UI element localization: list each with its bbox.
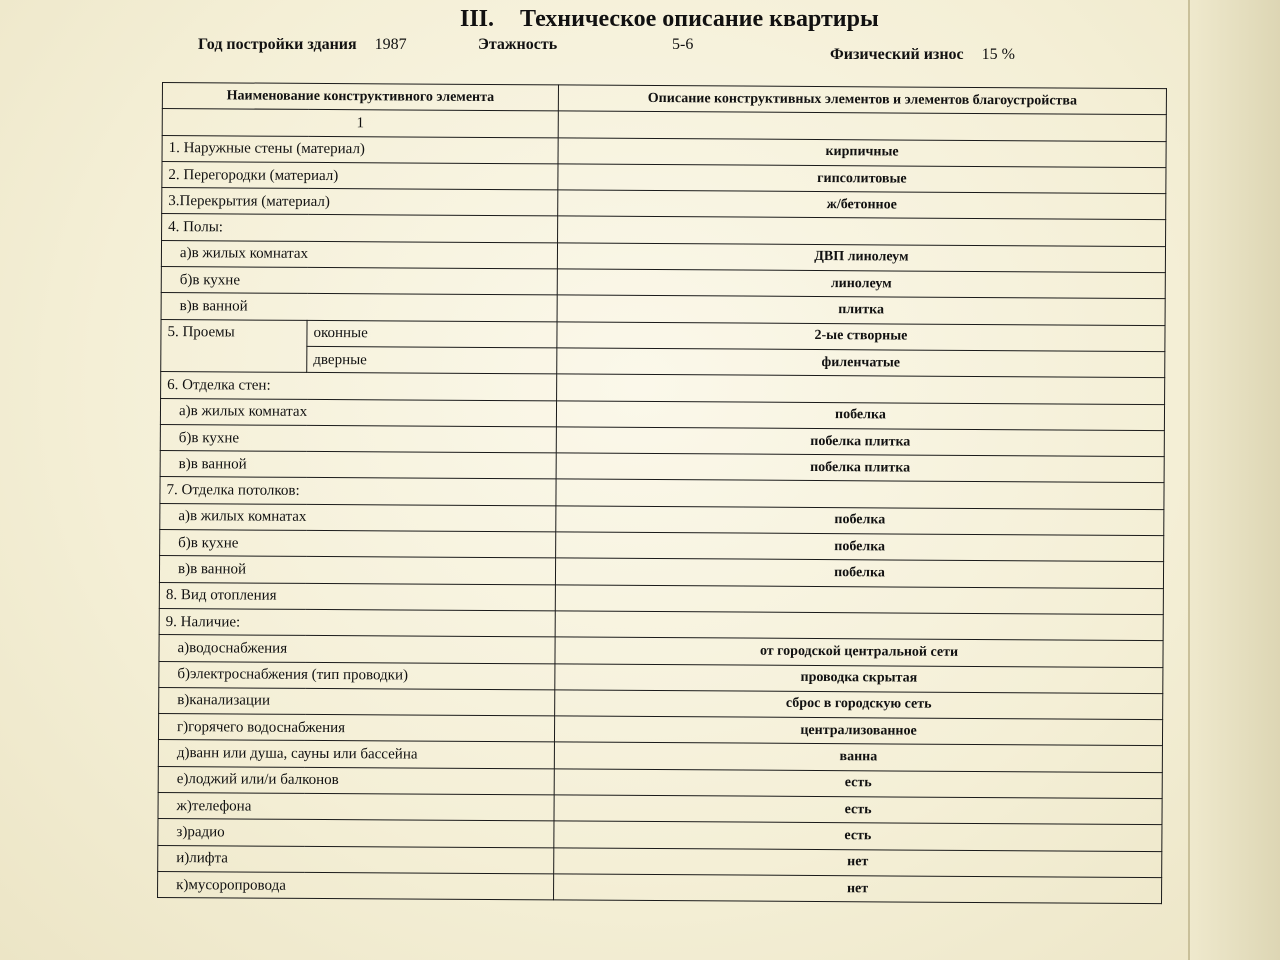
- section-title: Техническое описание квартиры: [520, 6, 879, 32]
- index-cell: 1: [162, 109, 558, 138]
- page-title: [460, 6, 879, 33]
- floors: [478, 36, 557, 54]
- element-description-cell: побелка: [556, 400, 1164, 430]
- element-name-cell: а)водоснабжения: [159, 635, 555, 664]
- element-name-cell: 3.Перекрытия (материал): [162, 188, 558, 217]
- element-description-cell: [557, 374, 1165, 404]
- element-description-cell: побелка плитка: [556, 453, 1164, 483]
- element-description-cell: кирпичные: [558, 138, 1166, 168]
- element-name-cell: 1. Наружные стены (материал): [162, 135, 558, 164]
- element-name-cell: б)в кухне: [161, 267, 557, 296]
- element-name-cell: е)лоджий или/и балконов: [158, 766, 554, 795]
- element-name-cell: а)в жилых комнатах: [160, 503, 556, 532]
- element-description-cell: есть: [554, 795, 1162, 825]
- element-description-cell: [556, 479, 1164, 509]
- element-description-cell: ж/бетонное: [558, 190, 1166, 220]
- column-header-element: Наименование конструктивного элемента: [162, 83, 558, 112]
- element-name-cell: 8. Вид отопления: [159, 582, 555, 611]
- element-description-cell: сброс в городскую сеть: [555, 690, 1163, 720]
- element-name-cell: 2. Перегородки (материал): [162, 161, 558, 190]
- physical-wear-value: 15 %: [981, 46, 1015, 63]
- technical-description-table: [157, 82, 1167, 904]
- element-name-cell: 9. Наличие:: [159, 608, 555, 637]
- element-description-cell: [558, 216, 1166, 246]
- element-description-cell: нет: [554, 848, 1162, 878]
- element-description-cell: проводка скрытая: [555, 663, 1163, 693]
- element-description-cell: от городской центральной сети: [555, 637, 1163, 667]
- element-description-cell: [555, 585, 1163, 615]
- element-description-cell: ДВП линолеум: [557, 243, 1165, 273]
- build-year-label: Год постройки здания: [198, 36, 357, 53]
- column-header-description: Описание конструктивных элементов и элементов благоустройства: [558, 85, 1166, 115]
- element-name-cell: 4. Полы:: [162, 214, 558, 243]
- element-name-cell: в)канализации: [159, 687, 555, 716]
- element-description-cell: централизованное: [554, 716, 1162, 746]
- element-name-cell: и)лифта: [158, 845, 554, 874]
- element-description-cell: побелка: [556, 506, 1164, 536]
- element-description-cell: есть: [554, 821, 1162, 851]
- element-description-cell: есть: [554, 769, 1162, 799]
- physical-wear-label: Физический износ: [830, 46, 964, 63]
- element-name-cell: д)ванн или душа, сауны или бассейна: [158, 740, 554, 769]
- section-number: III.: [460, 6, 495, 32]
- window-label-cell: оконные: [307, 320, 557, 348]
- element-name-cell: а)в жилых комнатах: [161, 240, 557, 269]
- element-description-cell: нет: [554, 874, 1162, 904]
- element-name-cell: в)в ванной: [160, 451, 556, 480]
- element-description-cell: линолеум: [557, 269, 1165, 299]
- element-description-cell: плитка: [557, 295, 1165, 325]
- element-description-cell: побелка: [555, 558, 1163, 588]
- element-name-cell: 7. Отделка потолков:: [160, 477, 556, 506]
- element-name-cell: б)электроснабжения (тип проводки): [159, 661, 555, 690]
- door-label-cell: дверные: [307, 346, 557, 374]
- technical-description-table-wrap: [157, 82, 1167, 904]
- floors-value: 5-6: [672, 36, 694, 53]
- element-name-cell: 6. Отделка стен:: [161, 372, 557, 401]
- build-year-value: 1987: [374, 36, 407, 53]
- element-description-cell: побелка плитка: [556, 427, 1164, 457]
- build-year: [198, 36, 407, 54]
- element-description-cell: гипсолитовые: [558, 164, 1166, 194]
- element-name-cell: г)горячего водоснабжения: [158, 714, 554, 743]
- index-cell-empty: [558, 111, 1166, 141]
- table-row: [158, 871, 1162, 903]
- floors-label: Этажность: [478, 36, 558, 53]
- element-name-cell: а)в жилых комнатах: [160, 398, 556, 427]
- element-name-cell: б)в кухне: [160, 530, 556, 559]
- element-name-cell: в)в ванной: [161, 293, 557, 322]
- element-description-cell: ванна: [554, 742, 1162, 772]
- physical-wear: [830, 46, 1015, 64]
- element-name-cell: ж)телефона: [158, 793, 554, 822]
- element-name-cell: з)радио: [158, 819, 554, 848]
- element-description-cell: [555, 611, 1163, 641]
- element-name-cell: б)в кухне: [160, 424, 556, 453]
- openings-label-cell: 5. Проемы: [161, 319, 307, 372]
- page-edge: [1188, 0, 1280, 960]
- window-description-cell: 2-ые створные: [557, 322, 1165, 352]
- element-name-cell: к)мусоропровода: [158, 871, 554, 900]
- door-description-cell: филенчатые: [557, 348, 1165, 378]
- element-description-cell: побелка: [556, 532, 1164, 562]
- element-name-cell: в)в ванной: [159, 556, 555, 585]
